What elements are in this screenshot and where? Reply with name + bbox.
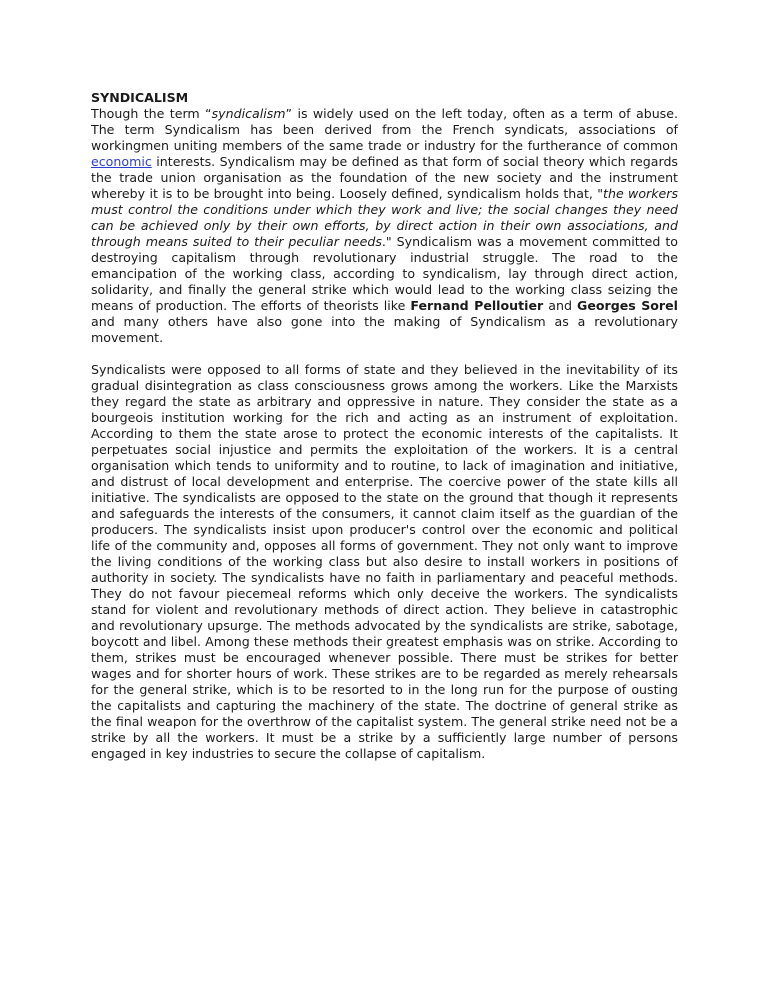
emphasis-term: syndicalism <box>211 106 286 121</box>
paragraph-state: Syndicalists were opposed to all forms of state and they believed in the inevitability of its gradual disintegration as class consciousness grows among the workers. Like the Marxists they regard the state as arbitrary and oppressive in nature. They consider the state as a bourgeois institution working for the rich and acting as an instrument of exploitation. According to them the state arose to protect the economic interests of the capitalists. It perpetuates social injustice and permits the exploitation of the workers. It is a central organisation which tends to uniformity and to routine, to lack of imagination and initiative, and distrust of local development and enterprise. The coercive power of the state kills all initiative. The syndicalists are opposed to the state on the ground that though it represents and safeguards the interests of the consumers, it cannot claim itself as the guardian of the producers. The syndicalists insist upon producer's control over the economic and political life of the community and, opposes all forms of government. They not only want to improve the living conditions of the working class but also desire to install workers in positions of authority in society. The syndicalists have no faith in parliamentary and peaceful methods. They do not favour piecemeal reforms which only deceive the workers. The syndicalists stand for violent and revolutionary methods of direct action. They believe in catastrophic and revolutionary upsurge. The methods advocated by the syndicalists are strike, sabotage, boycott and libel. Among these methods their greatest emphasis was on strike. According to them, strikes must be encouraged whenever possible. There must be strikes for better wages and for shorter hours of work. These strikes are to be regarded as merely rehearsals for the general strike, which is to be resorted to in the long run for the purpose of ousting the capitalists and capturing the machinery of the state. The doctrine of general strike as the final weapon for the overthrow of the capitalist system. The general strike need not be a strike by all the workers. It must be a strike by a sufficiently large number of persons engaged in key industries to secure the collapse of capitalism. <box>91 362 678 761</box>
text-run: and <box>543 298 577 313</box>
text-run: ." Syndicalism was a movement committed to destroying capitalism through revolutionary industrial struggle. The road to the emancipation of the working class, according to syndicalism, lay through direct action, solidarity, and finally the general strike which would lead to the working class seizing the means of production. The efforts of theorists like <box>91 234 678 313</box>
economic-link[interactable]: economic <box>91 154 152 169</box>
document-title: SYNDICALISM <box>91 90 189 105</box>
text-run: and many others have also gone into the making of Syndicalism as a revolutionary movement. <box>91 314 678 345</box>
quoted-definition: the workers must control the conditions under which they work and live; the social changes they need can be achieved only by their own efforts, by direct action in their own associations, and through means suited to their peculiar needs <box>91 186 679 249</box>
theorist-name-sorel: Georges Sorel <box>576 298 678 313</box>
theorist-name-pelloutier: Fernand Pelloutier <box>410 298 544 313</box>
text-run: Though the term “ <box>91 106 212 121</box>
text-run: interests. Syndicalism may be defined as that form of social theory which regards the trade union organisation as the foundation of the new society and the instrument whereby it is to be brought into being. Loosely defined, syndicalism holds that, " <box>91 154 678 201</box>
paragraph-intro <box>91 106 678 346</box>
text-run: ” is widely used on the left today, often as a term of abuse. The term Syndicalism has been derived from the French syndicats, associations of workingmen uniting members of the same trade or industry for the furtherance of common <box>91 106 678 153</box>
document-page <box>91 90 678 762</box>
